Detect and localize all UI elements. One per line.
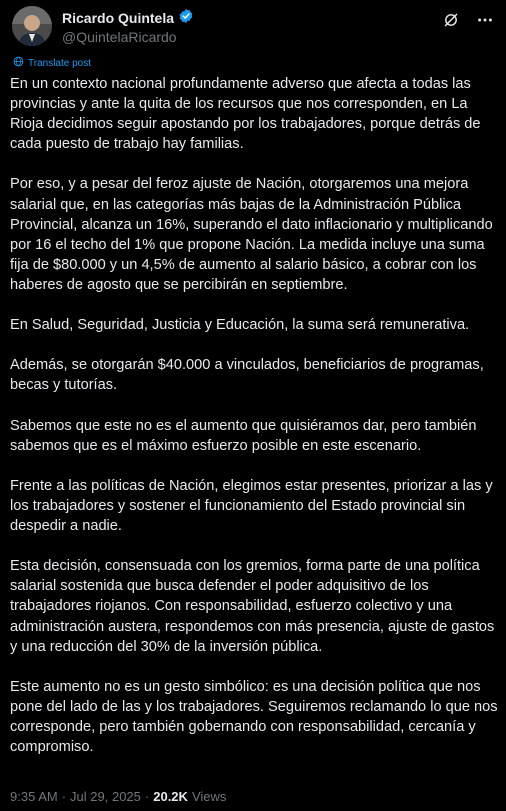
post-paragraph: Además, se otorgarán $40.000 a vinculados, beneficiarios de programas, becas y tutorías. [10, 357, 484, 394]
post-body [10, 74, 498, 757]
post-paragraph: Frente a las políticas de Nación, elegimos estar presentes, priorizar a las y los trabajadores y sostener el funcionamiento del Estado provincial sin despedir a nadie. [10, 477, 493, 535]
post-paragraph: Por eso, y a pesar del feroz ajuste de Nación, otorgaremos una mejora salarial que, en las categorías más bajas de la Administración Pública Provincial, alcanza un 16%, superando el dato inflacionario y multiplicando por 16 el techo del 1% que propone Nación. La medida incluye una suma fija de $80.000 y un 4,5% de aumento al salario básico, a cobrar con los haberes de agosto que se percibirán en septiembre. [10, 176, 493, 293]
post-time[interactable]: 9:35 AM [10, 789, 58, 804]
verified-badge-icon [178, 8, 194, 29]
meta-separator: · [61, 789, 67, 804]
more-icon[interactable] [475, 10, 495, 30]
post-paragraph: Sabemos que este no es el aumento que quisiéramos dar, pero también sabemos que es el máximo esfuerzo posible en este escenario. [10, 417, 477, 454]
post-paragraph: En un contexto nacional profundamente adverso que afecta a todas las provincias y ante la quita de los recursos que nos corresponden, en La Rioja decidimos seguir apostando por los trabajadores, porque detrás de cada puesto de trabajo hay familias. [10, 76, 481, 153]
meta-separator: · [144, 789, 150, 804]
post-date[interactable]: Jul 29, 2025 [70, 789, 141, 804]
avatar-image [12, 6, 52, 46]
translate-post-label: Translate post [28, 57, 91, 69]
author-handle[interactable]: @QuintelaRicardo [62, 29, 177, 45]
globe-icon [13, 56, 24, 70]
post-header [0, 0, 506, 52]
avatar[interactable] [12, 6, 52, 46]
views-label: Views [191, 789, 227, 804]
post-meta [10, 789, 226, 804]
views-count: 20.2K [153, 789, 188, 804]
post-paragraph: Este aumento no es un gesto simbólico: es una decisión política que nos pone del lado de las y los trabajadores. Seguiremos reclamando lo que nos corresponde, pero también gobernando con responsabilidad, cercanía y compromiso. [10, 678, 498, 756]
grok-icon[interactable] [441, 10, 461, 30]
post-paragraph: En Salud, Seguridad, Justicia y Educación, la suma será remunerativa. [10, 317, 470, 334]
translate-post-link[interactable] [13, 56, 91, 70]
post-paragraph: Esta decisión, consensuada con los gremios, forma parte de una política salarial sostenida que busca defender el poder adquisitivo de los trabajadores riojanos. Con responsabilidad, esfuerzo colectivo y una administración austera, respondemos con más presencia, ajuste de gastos y una reducción del 30% de la inversión pública. [10, 558, 495, 655]
author-display-name[interactable]: Ricardo Quintela [62, 10, 175, 26]
author-names [62, 9, 194, 45]
